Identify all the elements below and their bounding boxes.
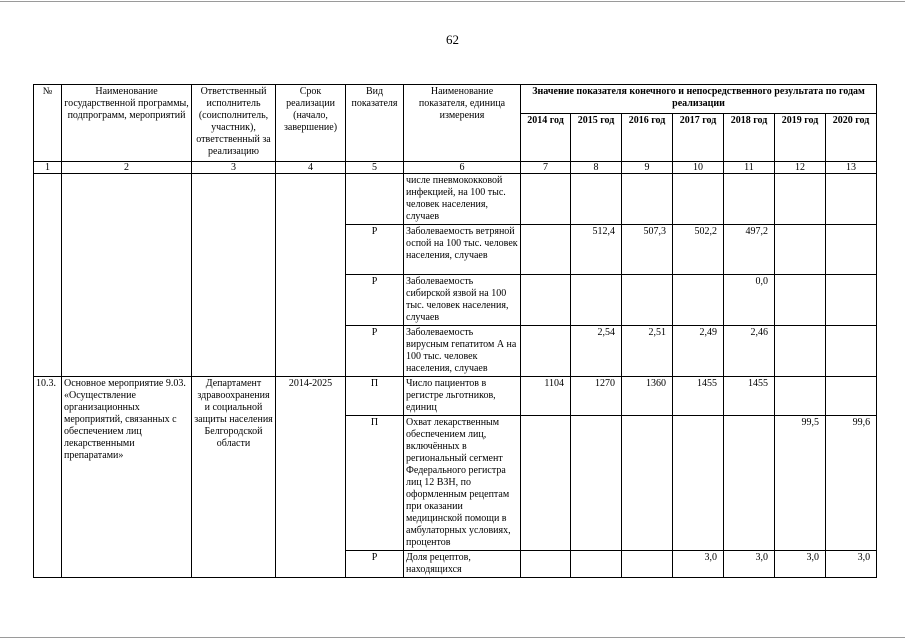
scan-edge-bottom <box>0 637 905 638</box>
header-executor: Ответственный исполнитель (соисполнитель, участник), ответственный за реализацию <box>192 85 276 162</box>
header-period: Срок реализации (начало, завершение) <box>276 85 346 162</box>
col-number: 5 <box>346 162 404 174</box>
header-year: 2019 год <box>775 114 826 162</box>
scan-edge-top <box>0 1 905 2</box>
value-cell <box>673 416 724 551</box>
value-cell: 2,54 <box>571 326 622 377</box>
col-number: 3 <box>192 162 276 174</box>
value-cell <box>571 551 622 578</box>
indicator-type: Р <box>346 551 404 578</box>
header-indicator-name: Наименование показателя, единица измерения <box>404 85 521 162</box>
header-year: 2014 год <box>521 114 571 162</box>
value-cell <box>826 174 877 225</box>
value-cell <box>622 551 673 578</box>
col-number: 9 <box>622 162 673 174</box>
value-cell: 3,0 <box>724 551 775 578</box>
col-number: 6 <box>404 162 521 174</box>
table-row <box>34 377 877 416</box>
value-cell: 512,4 <box>571 225 622 275</box>
program-period: 2014-2025 <box>276 377 346 578</box>
value-cell <box>571 416 622 551</box>
indicator-type: П <box>346 416 404 551</box>
value-cell <box>826 326 877 377</box>
value-cell <box>775 275 826 326</box>
header-year: 2016 год <box>622 114 673 162</box>
table-row <box>34 174 877 225</box>
value-cell: 2,51 <box>622 326 673 377</box>
page-number: 62 <box>446 32 459 47</box>
col-number: 7 <box>521 162 571 174</box>
indicators-table <box>33 84 877 578</box>
header-values-group: Значение показателя конечного и непосредственного результата по годам реализации <box>521 85 877 114</box>
value-cell: 1455 <box>724 377 775 416</box>
value-cell <box>622 174 673 225</box>
value-cell <box>521 551 571 578</box>
program-name: Основное мероприятие 9.03. «Осуществление организационных мероприятий, связанных с обеспечением лиц лекарственными препаратами» <box>62 377 192 578</box>
value-cell <box>521 174 571 225</box>
value-cell <box>622 275 673 326</box>
value-cell <box>571 174 622 225</box>
value-cell: 3,0 <box>673 551 724 578</box>
value-cell: 1104 <box>521 377 571 416</box>
value-cell: 1360 <box>622 377 673 416</box>
header-number: № <box>34 85 62 162</box>
indicator-type <box>346 174 404 225</box>
header-indicator-type: Вид показателя <box>346 85 404 162</box>
value-cell <box>826 225 877 275</box>
value-cell <box>521 275 571 326</box>
value-cell <box>775 326 826 377</box>
col-number: 2 <box>62 162 192 174</box>
indicator-name: Число пациентов в регистре льготников, единиц <box>404 377 521 416</box>
program-number: 10.3. <box>34 377 62 578</box>
value-cell: 1270 <box>571 377 622 416</box>
value-cell: 497,2 <box>724 225 775 275</box>
header-year: 2015 год <box>571 114 622 162</box>
col-number: 8 <box>571 162 622 174</box>
indicator-name: Доля рецептов, находящихся <box>404 551 521 578</box>
indicator-name: Заболеваемость вирусным гепатитом А на 100 тыс. человек населения, случаев <box>404 326 521 377</box>
header-year: 2018 год <box>724 114 775 162</box>
value-cell: 2,49 <box>673 326 724 377</box>
col-number: 12 <box>775 162 826 174</box>
value-cell: 507,3 <box>622 225 673 275</box>
value-cell <box>521 416 571 551</box>
value-cell <box>521 326 571 377</box>
col-number: 11 <box>724 162 775 174</box>
value-cell <box>724 174 775 225</box>
value-cell <box>521 225 571 275</box>
value-cell <box>826 377 877 416</box>
value-cell <box>775 225 826 275</box>
value-cell: 0,0 <box>724 275 775 326</box>
value-cell <box>622 416 673 551</box>
value-cell: 502,2 <box>673 225 724 275</box>
header-year: 2017 год <box>673 114 724 162</box>
value-cell <box>826 275 877 326</box>
indicator-name: числе пневмококковой инфекцией, на 100 тыс. человек населения, случаев <box>404 174 521 225</box>
header-year: 2020 год <box>826 114 877 162</box>
indicator-type: Р <box>346 275 404 326</box>
indicator-name: Заболеваемость сибирской язвой на 100 тыс. человек населения, случаев <box>404 275 521 326</box>
col-number: 1 <box>34 162 62 174</box>
indicator-name: Охват лекарственным обеспечением лиц, включённых в региональный сегмент Федерального регистра лиц 12 ВЗН, по оформленным рецептам при оказании медицинской помощи в амбулаторных условиях, процентов <box>404 416 521 551</box>
col-number: 10 <box>673 162 724 174</box>
program-executor: Департамент здравоохранения и социальной защиты населения Белгородской области <box>192 377 276 578</box>
col-number: 4 <box>276 162 346 174</box>
value-cell <box>673 275 724 326</box>
value-cell <box>724 416 775 551</box>
indicator-type: Р <box>346 225 404 275</box>
indicator-name: Заболеваемость ветряной оспой на 100 тыс. человек населения, случаев <box>404 225 521 275</box>
value-cell: 2,46 <box>724 326 775 377</box>
value-cell <box>775 174 826 225</box>
indicator-type: П <box>346 377 404 416</box>
value-cell <box>673 174 724 225</box>
col-number: 13 <box>826 162 877 174</box>
value-cell: 99,6 <box>826 416 877 551</box>
value-cell: 3,0 <box>826 551 877 578</box>
value-cell: 1455 <box>673 377 724 416</box>
value-cell: 3,0 <box>775 551 826 578</box>
value-cell <box>775 377 826 416</box>
value-cell <box>571 275 622 326</box>
value-cell: 99,5 <box>775 416 826 551</box>
header-program-name: Наименование государственной программы, подпрограмм, мероприятий <box>62 85 192 162</box>
indicator-type: Р <box>346 326 404 377</box>
